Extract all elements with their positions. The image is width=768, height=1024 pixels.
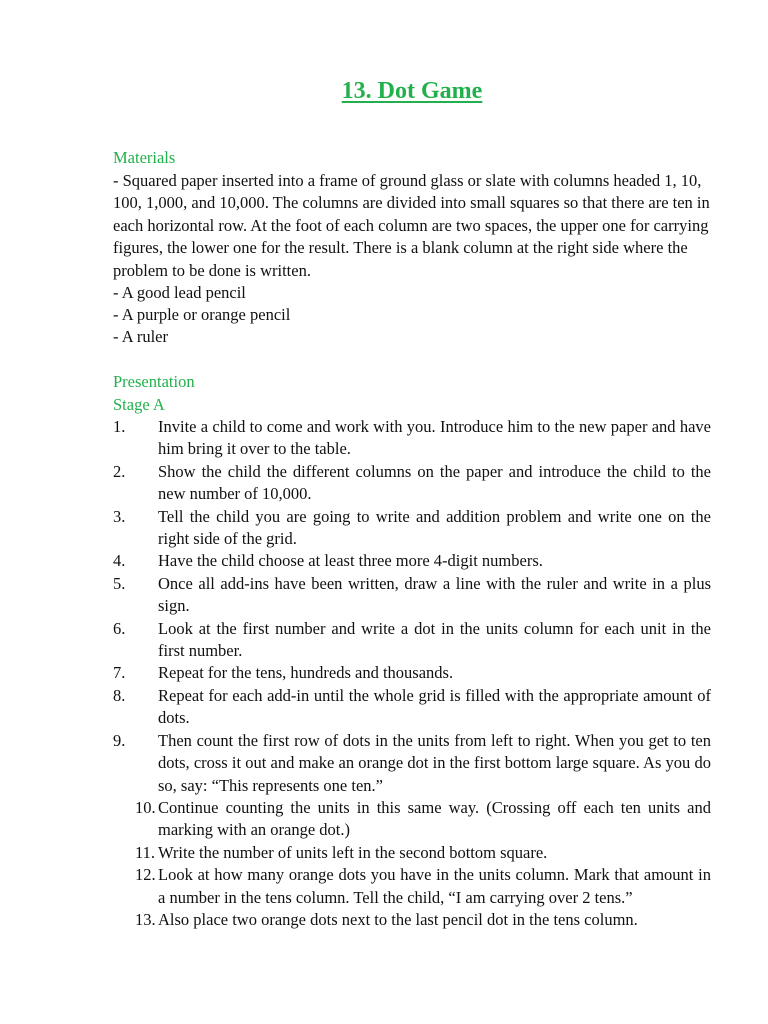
steps-list (113, 416, 711, 931)
list-item (113, 618, 711, 663)
step-text: Repeat for the tens, hundreds and thousands. (158, 663, 454, 683)
step-number: 13. (135, 909, 156, 929)
list-item (113, 685, 711, 730)
step-number: 11. (135, 842, 156, 862)
materials-heading: Materials (113, 148, 176, 167)
step-text: Tell the child you are going to write and addition problem and write one on the right side of the grid. (158, 506, 711, 549)
step-number: 6. (113, 618, 126, 638)
list-item (113, 909, 711, 931)
list-item (113, 662, 711, 684)
step-text: Look at how many orange dots you have in the units column. Mark that amount in a number in the tens column. Tell the child, “I am carrying over 2 tens.” (158, 865, 711, 907)
list-item (113, 730, 711, 797)
step-number: 7. (113, 663, 126, 683)
presentation-heading: Presentation (113, 372, 195, 391)
step-number: 10. (135, 797, 156, 817)
materials-item-lead-pencil: - A good lead pencil (113, 283, 246, 302)
list-item (113, 506, 711, 551)
step-number: 9. (113, 730, 126, 750)
list-item (113, 416, 711, 461)
step-text: Repeat for each add-in until the whole grid is filled with the appropriate amount of dots. (158, 685, 711, 728)
step-number: 4. (113, 551, 126, 571)
materials-item-ruler: - A ruler (113, 327, 168, 346)
step-number: 5. (113, 573, 126, 593)
step-number: 1. (113, 417, 126, 436)
step-number: 2. (113, 461, 126, 481)
list-item (113, 864, 711, 909)
list-item (113, 797, 711, 842)
step-text: Then count the first row of dots in the units from left to right. When you get to ten dots, cross it out and make an orange dot in the first bottom large square. As you do so, say: “This represents one ten.” (158, 730, 711, 795)
step-text: Once all add-ins have been written, draw a line with the ruler and write in a plus sign. (158, 573, 711, 616)
list-item (113, 461, 711, 506)
step-text: Invite a child to come and work with you. Introduce him to the new paper and have him bring it over to the table. (158, 417, 711, 459)
step-text: Write the number of units left in the second bottom square. (158, 842, 548, 862)
step-text: Show the child the different columns on the paper and introduce the child to the new number of 10,000. (158, 461, 711, 504)
step-text: Continue counting the units in this same way. (Crossing off each ten units and marking with an orange dot.) (158, 797, 711, 840)
list-item (113, 842, 711, 864)
stage-heading: Stage A (113, 395, 165, 414)
step-number: 3. (113, 506, 126, 526)
step-text: Also place two orange dots next to the last pencil dot in the tens column. (158, 909, 638, 929)
step-number: 8. (113, 685, 126, 705)
list-item (113, 550, 711, 572)
step-text: Have the child choose at least three more 4-digit numbers. (158, 551, 543, 571)
list-item (113, 573, 711, 618)
materials-paragraph: - Squared paper inserted into a frame of ground glass or slate with columns headed 1, 10, 100, 1,000, and 10,000. The columns are divided into small squares so that there are ten in each horizontal row. At the foot of each column are two spaces, the upper one for carrying figures, the lower one for the result. There is a blank column at the right side where the problem to be done is written. (113, 171, 710, 280)
materials-item-colored-pencil: - A purple or orange pencil (113, 305, 291, 324)
step-text: Look at the first number and write a dot in the units column for each unit in the first number. (158, 618, 711, 661)
page-title: 13. Dot Game (341, 78, 483, 104)
step-number: 12. (135, 865, 156, 885)
